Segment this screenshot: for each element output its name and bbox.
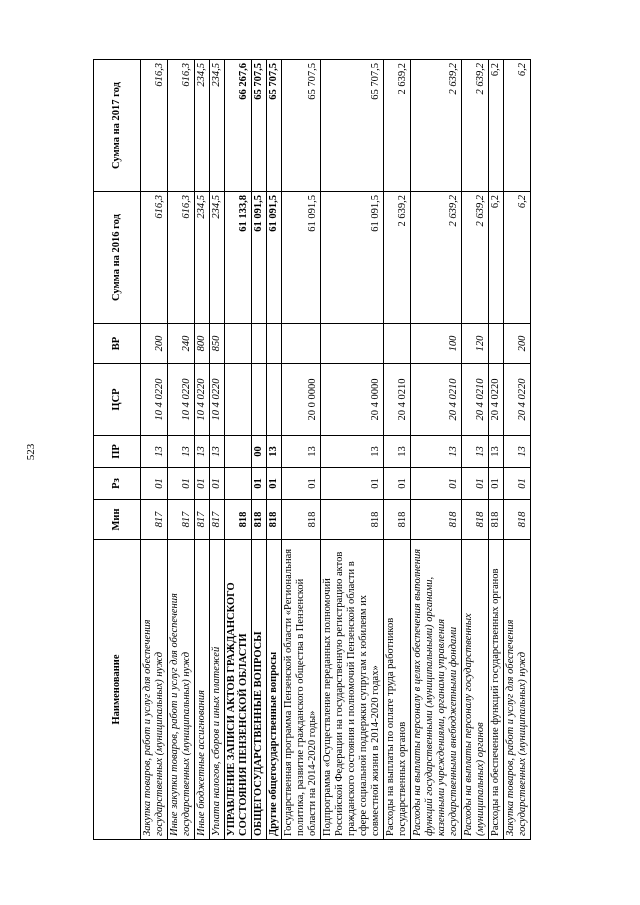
cell-vr: 240	[168, 324, 195, 364]
cell-vr: 120	[462, 324, 489, 364]
cell-pr: 13	[321, 436, 384, 468]
table-row	[267, 60, 282, 840]
table-row	[504, 60, 531, 840]
cell-name: Государственная программа Пензенской области «Региональная политика, развитие гражданского общества в Пензенской области на 2014-2020 годы»	[282, 540, 321, 840]
table-row	[141, 60, 168, 840]
cell-csr: 20 4 0000	[321, 364, 384, 436]
table-row	[411, 60, 462, 840]
cell-sum-2016: 616,3	[168, 192, 195, 324]
cell-rz: 01	[321, 468, 384, 500]
cell-rz: 01	[252, 468, 267, 500]
cell-pr: 13	[462, 436, 489, 468]
cell-vr: 200	[504, 324, 531, 364]
cell-name: Иные закупки товаров, работ и услуг для обеспечения государственных (муниципальных) нужд	[168, 540, 195, 840]
cell-min: 818	[267, 500, 282, 540]
cell-sum-2016: 2 639,2	[411, 192, 462, 324]
cell-name: Расходы на обеспечение функций государственных органов	[489, 540, 504, 840]
cell-pr: 13	[168, 436, 195, 468]
table-row	[195, 60, 210, 840]
cell-sum-2016: 61 091,5	[267, 192, 282, 324]
cell-sum-2017: 2 639,2	[384, 60, 411, 192]
cell-min: 817	[195, 500, 210, 540]
cell-csr: 20 4 0210	[462, 364, 489, 436]
cell-vr	[321, 324, 384, 364]
cell-sum-2016: 61 091,5	[321, 192, 384, 324]
cell-sum-2017: 65 707,5	[267, 60, 282, 192]
cell-sum-2017: 234,5	[195, 60, 210, 192]
cell-vr	[282, 324, 321, 364]
cell-min: 818	[462, 500, 489, 540]
table-row	[489, 60, 504, 840]
cell-rz: 01	[282, 468, 321, 500]
cell-pr: 00	[252, 436, 267, 468]
header-rz: Рз	[94, 468, 141, 500]
cell-sum-2017: 234,5	[210, 60, 225, 192]
cell-name: Расходы на выплаты персоналу государственных (муниципальных) органов	[462, 540, 489, 840]
cell-sum-2017: 66 267,6	[225, 60, 252, 192]
cell-name: Закупка товаров, работ и услуг для обеспечения государственных (муниципальных) нужд	[504, 540, 531, 840]
cell-pr: 13	[384, 436, 411, 468]
header-sum-2016: Сумма на 2016 год	[94, 192, 141, 324]
cell-csr	[252, 364, 267, 436]
cell-name: ОБЩЕГОСУДАРСТВЕННЫЕ ВОПРОСЫ	[252, 540, 267, 840]
cell-pr: 13	[141, 436, 168, 468]
cell-vr: 200	[141, 324, 168, 364]
cell-min: 817	[210, 500, 225, 540]
cell-sum-2017: 65 707,5	[282, 60, 321, 192]
cell-csr	[225, 364, 252, 436]
cell-min: 818	[489, 500, 504, 540]
cell-rz: 01	[489, 468, 504, 500]
cell-sum-2016: 61 091,5	[282, 192, 321, 324]
cell-vr: 850	[210, 324, 225, 364]
cell-vr	[267, 324, 282, 364]
table-row	[321, 60, 384, 840]
cell-pr: 13	[282, 436, 321, 468]
cell-rz: 01	[462, 468, 489, 500]
cell-min: 818	[321, 500, 384, 540]
cell-sum-2016: 2 639,2	[384, 192, 411, 324]
cell-rz: 01	[195, 468, 210, 500]
budget-table	[93, 59, 531, 840]
cell-csr: 10 4 0220	[210, 364, 225, 436]
cell-name: Подпрограмма «Осуществление переданных полномочий Российской Федерации на государственную регистрацию актов гражданского состояния и полномочий Пензенской области в сфере социальной поддержки супругам к юбилеям их совместной жизни в 2014-2020 годах»	[321, 540, 384, 840]
cell-rz: 01	[504, 468, 531, 500]
header-pr: ПР	[94, 436, 141, 468]
cell-sum-2017: 2 639,2	[462, 60, 489, 192]
cell-csr: 20 4 0210	[384, 364, 411, 436]
cell-min: 817	[141, 500, 168, 540]
cell-name: УПРАВЛЕНИЕ ЗАПИСИ АКТОВ ГРАЖДАНСКОГО СОСТОЯНИЯ ПЕНЗЕНСКОЙ ОБЛАСТИ	[225, 540, 252, 840]
cell-name: Расходы на выплаты персоналу в целях обеспечения выполнения функций государственными (муниципальными) органами, казенными учреждениями, органами управления государственными внебюджетными фондами	[411, 540, 462, 840]
cell-csr: 20 4 0210	[411, 364, 462, 436]
budget-table-wrapper	[93, 60, 533, 840]
header-row	[94, 60, 141, 840]
table-row	[282, 60, 321, 840]
cell-csr: 20 0 0000	[282, 364, 321, 436]
cell-csr	[267, 364, 282, 436]
cell-name: Уплата налогов, сборов и иных платежей	[210, 540, 225, 840]
header-csr: ЦСР	[94, 364, 141, 436]
cell-name: Иные бюджетные ассигнования	[195, 540, 210, 840]
table-row	[225, 60, 252, 840]
cell-rz: 01	[384, 468, 411, 500]
cell-name: Расходы на выплаты по оплате труда работников государственных органов	[384, 540, 411, 840]
cell-sum-2016: 61 133,8	[225, 192, 252, 324]
cell-vr: 100	[411, 324, 462, 364]
cell-sum-2017: 6,2	[489, 60, 504, 192]
table-row	[168, 60, 195, 840]
cell-csr: 20 4 0220	[504, 364, 531, 436]
cell-sum-2016: 6,2	[504, 192, 531, 324]
cell-vr	[384, 324, 411, 364]
cell-min: 818	[225, 500, 252, 540]
cell-sum-2017: 6,2	[504, 60, 531, 192]
cell-sum-2017: 2 639,2	[411, 60, 462, 192]
cell-min: 818	[252, 500, 267, 540]
cell-vr	[225, 324, 252, 364]
table-row	[252, 60, 267, 840]
cell-sum-2017: 65 707,5	[321, 60, 384, 192]
header-vr: ВР	[94, 324, 141, 364]
table-row	[462, 60, 489, 840]
page-number: 523	[25, 443, 37, 461]
cell-name: Другие общегосударственные вопросы	[267, 540, 282, 840]
cell-csr: 10 4 0220	[195, 364, 210, 436]
cell-rz: 01	[411, 468, 462, 500]
cell-min: 818	[282, 500, 321, 540]
cell-rz: 01	[168, 468, 195, 500]
cell-pr: 13	[195, 436, 210, 468]
cell-sum-2017: 616,3	[168, 60, 195, 192]
cell-pr: 13	[267, 436, 282, 468]
cell-pr: 13	[210, 436, 225, 468]
cell-min: 818	[411, 500, 462, 540]
cell-pr: 13	[489, 436, 504, 468]
cell-vr	[489, 324, 504, 364]
cell-csr: 20 4 0220	[489, 364, 504, 436]
cell-pr	[225, 436, 252, 468]
table-row	[384, 60, 411, 840]
cell-min: 817	[168, 500, 195, 540]
cell-name: Закупка товаров, работ и услуг для обеспечения государственных (муниципальных) нужд	[141, 540, 168, 840]
cell-vr: 800	[195, 324, 210, 364]
cell-sum-2017: 616,3	[141, 60, 168, 192]
cell-rz: 01	[141, 468, 168, 500]
cell-pr: 13	[411, 436, 462, 468]
cell-sum-2016: 61 091,5	[252, 192, 267, 324]
cell-rz	[225, 468, 252, 500]
header-min: Мин	[94, 500, 141, 540]
header-sum-2017: Сумма на 2017 год	[94, 60, 141, 192]
cell-rz: 01	[210, 468, 225, 500]
cell-sum-2017: 65 707,5	[252, 60, 267, 192]
cell-sum-2016: 6,2	[489, 192, 504, 324]
cell-sum-2016: 2 639,2	[462, 192, 489, 324]
header-name: Наименование	[94, 540, 141, 840]
cell-min: 818	[504, 500, 531, 540]
cell-pr: 13	[504, 436, 531, 468]
cell-min: 818	[384, 500, 411, 540]
cell-rz: 01	[267, 468, 282, 500]
cell-sum-2016: 234,5	[210, 192, 225, 324]
cell-sum-2016: 234,5	[195, 192, 210, 324]
cell-sum-2016: 616,3	[141, 192, 168, 324]
cell-vr	[252, 324, 267, 364]
cell-csr: 10 4 0220	[168, 364, 195, 436]
cell-csr: 10 4 0220	[141, 364, 168, 436]
table-row	[210, 60, 225, 840]
